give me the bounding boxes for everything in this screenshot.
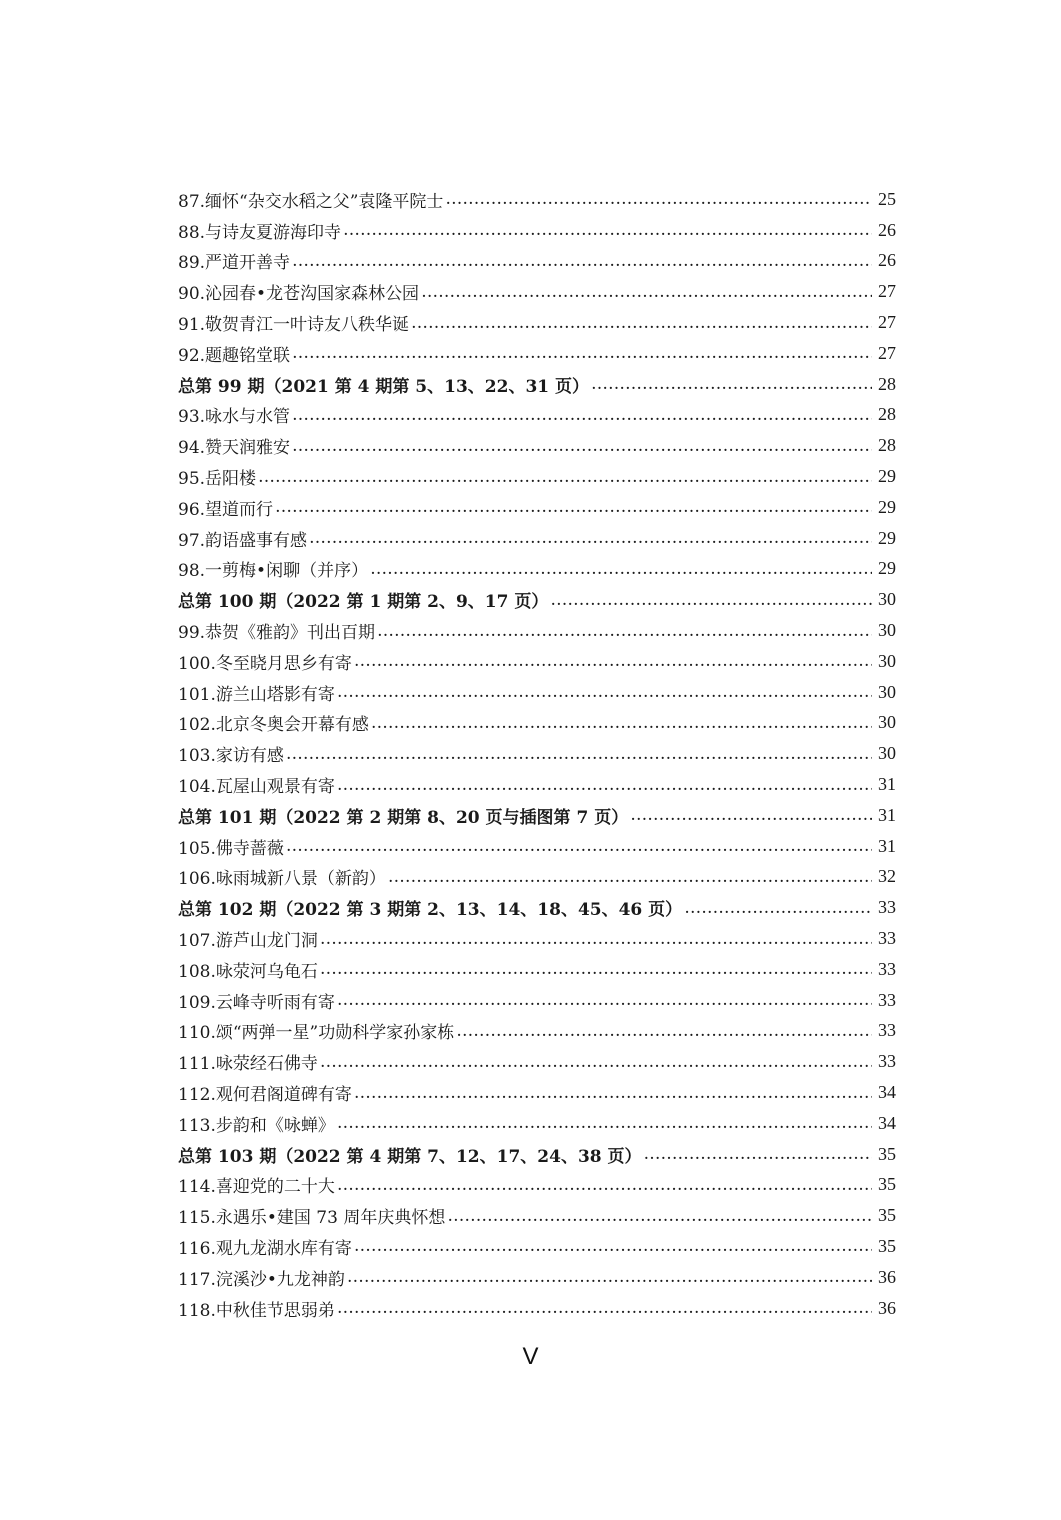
toc-entry-page: 29 [878, 466, 896, 487]
toc-dot-leader [337, 775, 872, 795]
toc-entry [178, 307, 896, 338]
toc-entry-title: 108.咏荥河乌龟石 [178, 961, 318, 982]
toc-entry-title: 105.佛寺蔷薇 [178, 838, 284, 859]
toc-entry-title: 111.咏荥经石佛寺 [178, 1054, 318, 1075]
toc-section-heading [178, 369, 896, 400]
toc-dot-leader [258, 467, 872, 487]
toc-entry-title: 总第 102 期（2022 第 3 期第 2、13、14、18、45、46 页） [178, 900, 683, 921]
toc-entry [178, 1108, 896, 1139]
toc-section-heading [178, 1139, 896, 1170]
toc-entry-title: 114.喜迎党的二十大 [178, 1177, 335, 1198]
toc-entry [178, 985, 896, 1016]
toc-dot-leader [447, 1206, 872, 1226]
toc-entry-title: 总第 103 期（2022 第 4 期第 7、12、17、24、38 页） [178, 1146, 642, 1167]
toc-dot-leader [354, 1083, 872, 1103]
toc-entry [178, 246, 896, 277]
toc-dot-leader [343, 220, 872, 240]
toc-entry [178, 461, 896, 492]
toc-dot-leader [388, 867, 872, 887]
toc-entry-page: 36 [878, 1297, 896, 1318]
toc-entry-page: 34 [878, 1082, 896, 1102]
toc-dot-leader [630, 805, 872, 825]
toc-entry-page: 33 [878, 897, 896, 918]
toc-dot-leader [337, 1298, 872, 1318]
toc-entry-title: 90.沁园春•龙苍沟国家森林公园 [178, 284, 420, 305]
toc-entry [178, 769, 896, 800]
toc-entry [178, 184, 896, 215]
toc-entry-title: 103.家访有感 [178, 746, 284, 767]
toc-dot-leader [354, 1236, 872, 1256]
toc-entry-title: 116.观九龙湖水库有寄 [178, 1238, 352, 1259]
toc-entry-page: 29 [878, 527, 896, 548]
toc-dot-leader [320, 929, 872, 949]
toc-entry-page: 27 [878, 342, 896, 363]
toc-dot-leader [309, 528, 872, 548]
toc-entry [178, 646, 896, 677]
toc-entry-title: 117.浣溪沙•九龙神韵 [178, 1269, 345, 1290]
toc-entry-title: 95.岳阳楼 [178, 469, 257, 490]
toc-entry [178, 400, 896, 431]
toc-entry-title: 87.缅怀“杂交水稻之父”袁隆平院士 [178, 191, 444, 212]
toc-entry-title: 109.云峰寺听雨有寄 [178, 992, 335, 1013]
toc-entry-page: 33 [878, 1051, 896, 1072]
toc-entry-title: 94.赞天润雅安 [178, 438, 291, 459]
toc-entry-page: 31 [878, 774, 896, 795]
toc-dot-leader [371, 713, 872, 733]
toc-entry-title: 113.步韵和《咏蝉》 [178, 1115, 335, 1136]
toc-entry [178, 708, 896, 739]
toc-entry-title: 89.严道开善寺 [178, 253, 291, 274]
toc-entry-page: 29 [878, 558, 896, 579]
toc-dot-leader [411, 313, 872, 333]
toc-entry-page: 28 [878, 404, 896, 425]
toc-entry-page: 31 [878, 835, 896, 856]
toc-dot-leader [292, 436, 872, 456]
toc-entry [178, 923, 896, 954]
toc-entry-title: 107.游芦山龙门洞 [178, 931, 318, 952]
toc-entry [178, 1077, 896, 1108]
toc-entry [178, 554, 896, 585]
toc-entry-title: 91.敬贺青江一叶诗友八秩华诞 [178, 315, 410, 336]
toc-section-heading [178, 584, 896, 615]
toc-entry-page: 30 [878, 620, 896, 641]
toc-entry [178, 338, 896, 369]
toc-entry-page: 33 [878, 958, 896, 979]
toc-dot-leader [320, 959, 872, 979]
toc-entry [178, 862, 896, 893]
toc-entry-title: 100.冬至晓月思乡有寄 [178, 653, 352, 674]
toc-entry [178, 523, 896, 554]
toc-entry [178, 1231, 896, 1262]
toc-entry-title: 115.永遇乐•建国 73 周年庆典怀想 [178, 1208, 446, 1229]
toc-section-heading [178, 800, 896, 831]
toc-dot-leader [286, 744, 872, 764]
toc-entry [178, 1262, 896, 1293]
toc-entry [178, 615, 896, 646]
toc-dot-leader [292, 343, 872, 363]
toc-dot-leader [550, 590, 872, 610]
table-of-contents [178, 184, 896, 1323]
toc-entry-title: 88.与诗友夏游海印寺 [178, 222, 342, 243]
toc-entry-title: 92.题趣铭堂联 [178, 345, 291, 366]
toc-entry-title: 112.观何君阁道碑有寄 [178, 1085, 352, 1105]
toc-entry [178, 276, 896, 307]
toc-entry [178, 1016, 896, 1047]
toc-dot-leader [421, 282, 872, 302]
toc-entry-title: 104.瓦屋山观景有寄 [178, 777, 335, 798]
toc-dot-leader [320, 1052, 872, 1072]
toc-entry-page: 29 [878, 496, 896, 517]
toc-dot-leader [377, 621, 872, 641]
toc-entry-page: 30 [878, 712, 896, 733]
toc-section-heading [178, 892, 896, 923]
toc-entry-title: 110.颂“两弹一星”功勋科学家孙家栋 [178, 1023, 455, 1044]
toc-entry [178, 954, 896, 985]
toc-entry-page: 31 [878, 804, 896, 825]
toc-dot-leader [445, 189, 872, 209]
toc-entry-page: 36 [878, 1266, 896, 1287]
toc-dot-leader [684, 898, 872, 918]
toc-entry [178, 831, 896, 862]
page-number: V [522, 1343, 539, 1370]
toc-entry-title: 97.韵语盛事有感 [178, 530, 308, 551]
toc-entry [178, 677, 896, 708]
toc-dot-leader [275, 497, 872, 517]
toc-entry-page: 30 [878, 743, 896, 764]
toc-dot-leader [337, 682, 872, 702]
toc-entry-title: 总第 101 期（2022 第 2 期第 8、20 页与插图第 7 页） [178, 807, 629, 828]
toc-entry-page: 26 [878, 219, 896, 240]
toc-entry-title: 93.咏水与水管 [178, 407, 291, 428]
toc-entry-page: 35 [878, 1235, 896, 1256]
toc-entry-title: 101.游兰山塔影有寄 [178, 684, 335, 705]
toc-dot-leader [591, 374, 872, 394]
toc-dot-leader [347, 1267, 872, 1287]
toc-entry [178, 430, 896, 461]
toc-entry-title: 96.望道而行 [178, 499, 274, 520]
toc-entry [178, 492, 896, 523]
toc-entry-title: 总第 99 期（2021 第 4 期第 5、13、22、31 页） [178, 376, 590, 397]
toc-entry-page: 27 [878, 312, 896, 333]
toc-dot-leader [456, 1021, 872, 1041]
toc-entry-page: 30 [878, 589, 896, 610]
toc-dot-leader [337, 990, 872, 1010]
toc-entry-page: 28 [878, 435, 896, 456]
toc-entry-title: 总第 100 期（2022 第 1 期第 2、9、17 页） [178, 592, 549, 613]
toc-entry [178, 1170, 896, 1201]
toc-dot-leader [337, 1175, 872, 1195]
toc-dot-leader [370, 559, 872, 579]
toc-entry-page: 27 [878, 281, 896, 302]
toc-dot-leader [292, 251, 872, 271]
toc-entry-page: 35 [878, 1174, 896, 1195]
toc-dot-leader [644, 1144, 872, 1164]
toc-dot-leader [292, 405, 872, 425]
toc-entry-title: 102.北京冬奥会开幕有感 [178, 715, 369, 736]
toc-entry-page: 25 [878, 188, 896, 209]
toc-dot-leader [354, 651, 872, 671]
toc-entry [178, 738, 896, 769]
toc-entry-page: 33 [878, 1020, 896, 1041]
toc-entry [178, 1293, 896, 1324]
toc-entry-title: 99.恭贺《雅韵》刊出百期 [178, 623, 376, 644]
toc-entry-page: 30 [878, 681, 896, 702]
toc-entry-page: 33 [878, 989, 896, 1010]
toc-entry-page: 34 [878, 1112, 896, 1133]
toc-entry-page: 32 [878, 866, 896, 887]
toc-dot-leader [337, 1113, 872, 1133]
toc-entry-page: 28 [878, 373, 896, 394]
toc-entry [178, 215, 896, 246]
toc-entry-title: 106.咏雨城新八景（新韵） [178, 869, 386, 890]
toc-dot-leader [286, 836, 872, 856]
toc-entry-page: 26 [878, 250, 896, 271]
toc-entry-title: 118.中秋佳节思弱弟 [178, 1300, 335, 1321]
toc-entry-page: 35 [878, 1205, 896, 1226]
toc-entry-page: 30 [878, 650, 896, 671]
toc-entry-page: 33 [878, 928, 896, 949]
toc-entry [178, 1200, 896, 1231]
toc-entry [178, 1046, 896, 1077]
toc-entry-title: 98.一剪梅•闲聊（并序） [178, 561, 369, 582]
toc-entry-page: 35 [878, 1143, 896, 1164]
